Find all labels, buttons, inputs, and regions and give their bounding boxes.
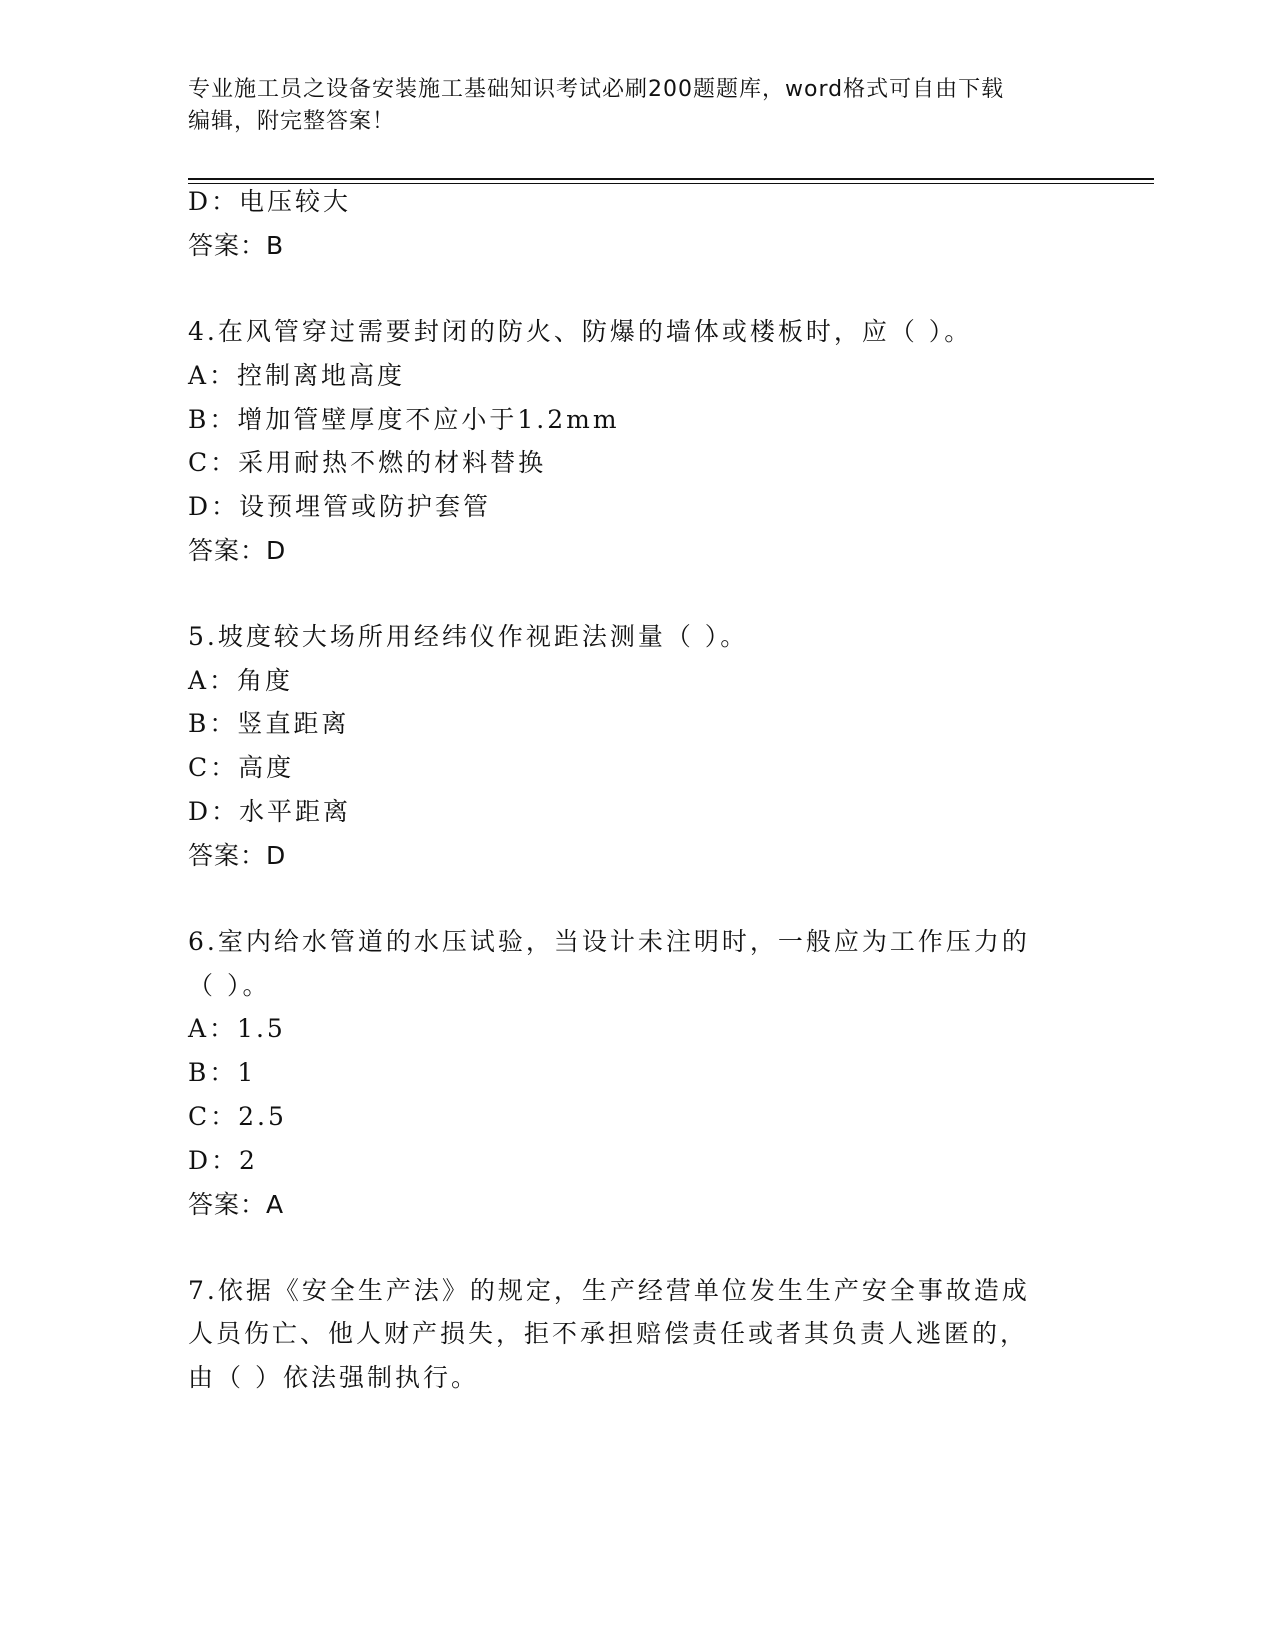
question-6-option-c: C：2.5 (188, 1102, 287, 1131)
question-4-option-a: A：控制离地高度 (188, 361, 406, 390)
question-4-option-b: B：增加管壁厚度不应小于1.2mm (188, 405, 620, 434)
question-7-stem-line-1: 7.依据《安全生产法》的规定，生产经营单位发生生产安全事故造成 (188, 1276, 1030, 1305)
question-7-stem-line-3: 由（ ）依法强制执行。 (188, 1363, 479, 1392)
question-5-option-a: A：角度 (188, 666, 294, 695)
document-header (188, 74, 1068, 138)
question-5-stem: 5.坡度较大场所用经纬仪作视距法测量（ ）。 (188, 622, 749, 651)
question-6-stem-line-1: 6.室内给水管道的水压试验，当设计未注明时，一般应为工作压力的 (188, 927, 1030, 956)
question-4-option-d: D：设预埋管或防护套管 (188, 492, 492, 521)
question-7-stem-line-2: 人员伤亡、他人财产损失，拒不承担赔偿责任或者其负责人逃匿的， (188, 1319, 1029, 1348)
header-divider-thick (188, 178, 1154, 180)
prev-question-answer: 答案：B (188, 231, 285, 260)
question-5-option-b: B：竖直距离 (188, 709, 350, 738)
question-6-option-d: D：2 (188, 1146, 258, 1175)
prev-question-option-d: D：电压较大 (188, 187, 352, 216)
question-6-answer: 答案：A (188, 1190, 285, 1219)
question-4-stem: 4.在风管穿过需要封闭的防火、防爆的墙体或楼板时，应（ ）。 (188, 317, 973, 346)
header-title-line-2: 编辑，附完整答案！ (188, 109, 396, 134)
question-6-stem-line-2: （ ）。 (188, 971, 271, 1000)
question-5-answer: 答案：D (188, 841, 287, 870)
question-4-answer: 答案：D (188, 536, 287, 565)
question-4-option-c: C：采用耐热不燃的材料替换 (188, 448, 547, 477)
header-divider-thin (188, 183, 1154, 184)
question-5-option-c: C：高度 (188, 753, 295, 782)
question-6-option-b: B：1 (188, 1058, 257, 1087)
question-5-option-d: D：水平距离 (188, 797, 352, 826)
question-6-option-a: A：1.5 (188, 1014, 286, 1043)
header-title-line-1: 专业施工员之设备安装施工基础知识考试必刷200题题库，word格式可自由下载 (188, 77, 1005, 102)
